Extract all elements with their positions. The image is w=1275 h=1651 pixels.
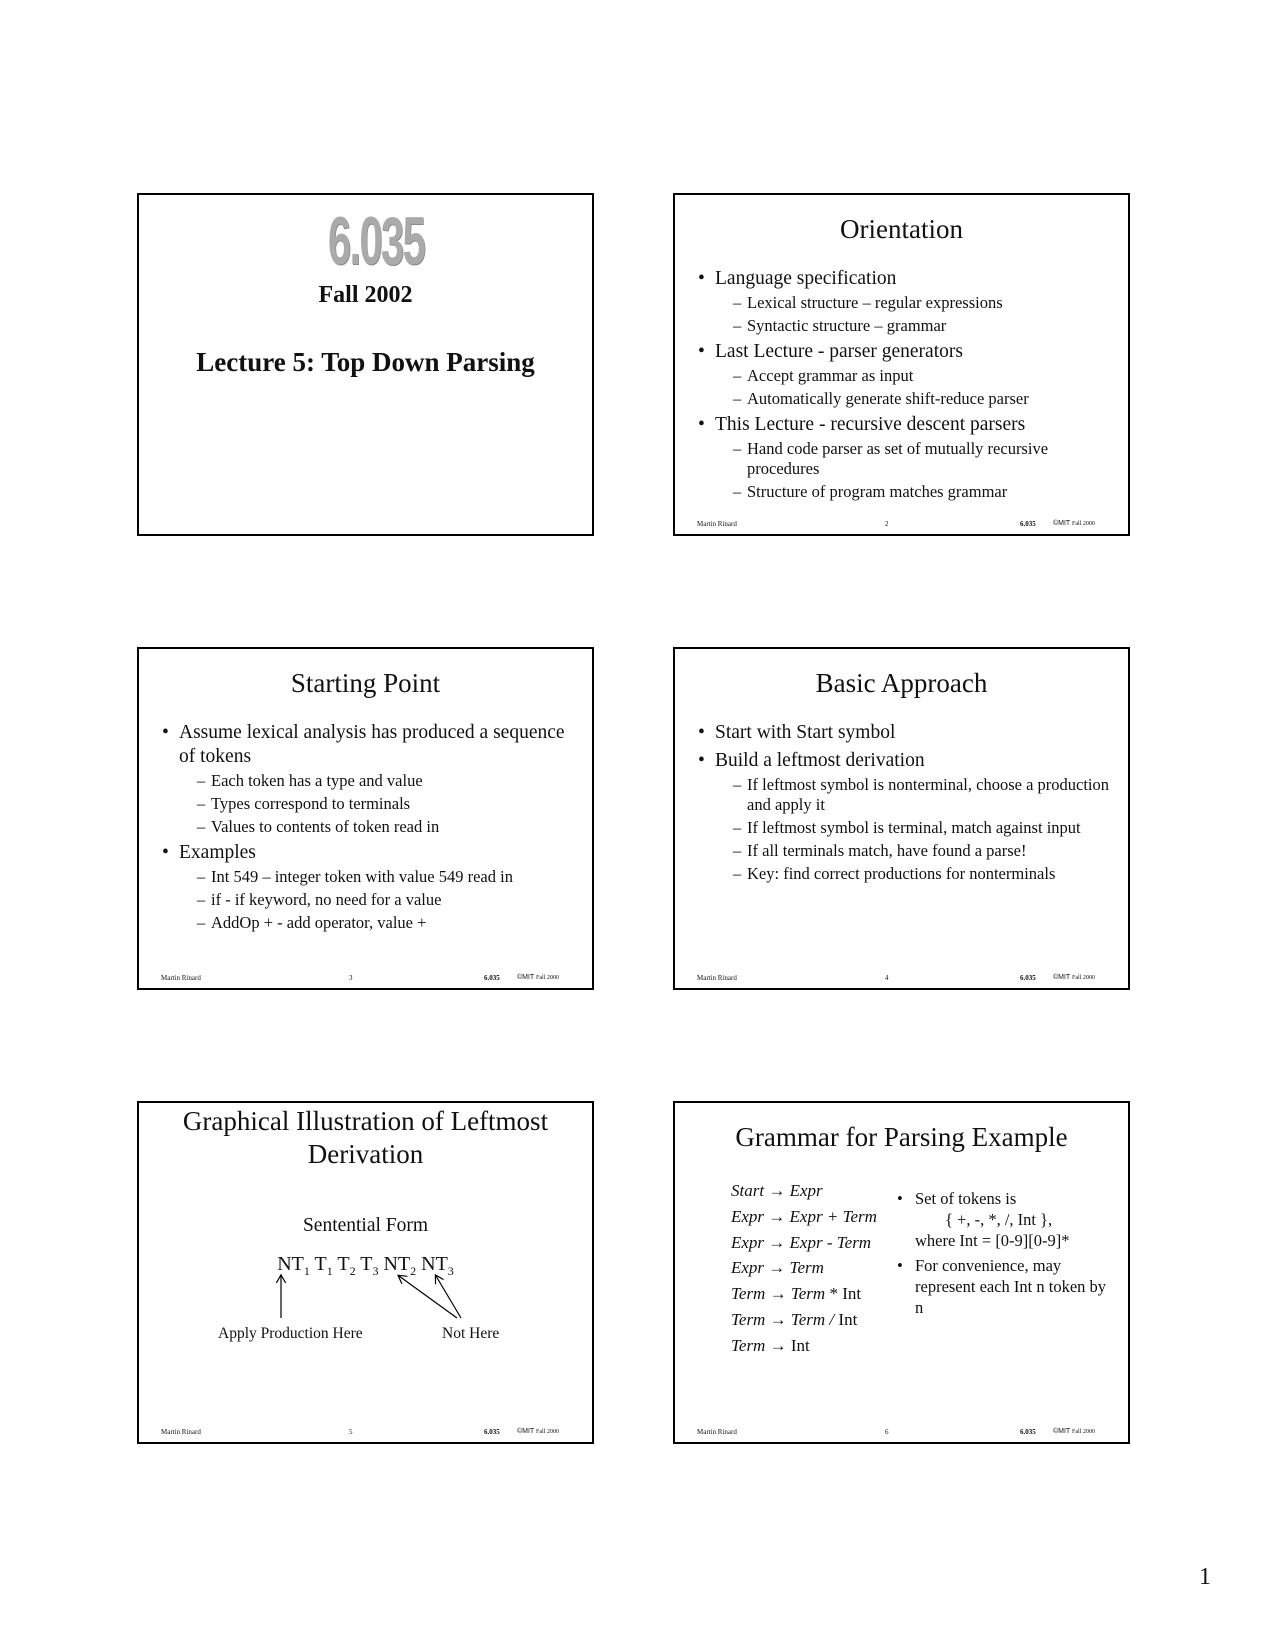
slide-title: Starting Point	[290, 668, 441, 698]
sub-bullet: – Int 549 – integer token with value 549 read in	[179, 867, 578, 887]
sub-list	[715, 293, 1114, 336]
token: $T_2$	[337, 1253, 356, 1278]
slide-number: 2	[885, 520, 889, 528]
footer-course: 6.035	[484, 974, 500, 982]
footer-course: 6.035	[1020, 974, 1036, 982]
sub-list	[179, 771, 578, 837]
page-number: 1	[1199, 1564, 1211, 1590]
sub-bullet: – If leftmost symbol is nonterminal, choose a production and apply it	[715, 775, 1114, 815]
production: Term → Term * Int	[731, 1284, 862, 1304]
slide-footer	[675, 972, 1128, 984]
sub-bullet: – If all terminals match, have found a parse!	[715, 841, 1114, 861]
footer-copyright: ©MIT Fall 2000	[517, 974, 559, 981]
footer-copyright: ©MIT Fall 2000	[1053, 1428, 1095, 1435]
bullet-list	[161, 721, 578, 937]
slide-footer	[139, 1426, 592, 1438]
footer-author: Martin Rinard	[161, 974, 201, 982]
bullet: • Assume lexical analysis has produced a sequence of tokens – Each token has a type and value – Types correspond to terminals – Values to contents of token read in	[161, 721, 578, 837]
token: $T_1$	[314, 1253, 333, 1278]
slide-1	[137, 193, 594, 536]
slide-footer	[675, 518, 1128, 530]
footer-copyright: ©MIT Fall 2000	[1053, 974, 1095, 981]
bullet: • Set of tokens is { +, -, *, /, Int }, where Int = [0-9][0-9]*	[897, 1188, 1107, 1251]
slide-5	[137, 1101, 594, 1444]
slide-title: Basic Approach	[815, 668, 988, 698]
slide-footer	[675, 1426, 1128, 1438]
production: Expr → Term	[731, 1258, 824, 1278]
sentential-form-label: Sentential Form	[302, 1215, 429, 1236]
lecture-title: Lecture 5: Top Down Parsing	[196, 347, 535, 377]
sub-bullet: – Key: find correct productions for nonterminals	[715, 864, 1114, 884]
token: $NT_3$	[421, 1253, 454, 1278]
production: Term → Term / Int	[731, 1309, 858, 1329]
slide-footer	[139, 972, 592, 984]
sub-list	[715, 366, 1114, 409]
footer-author: Martin Rinard	[697, 974, 737, 982]
footer-author: Martin Rinard	[697, 520, 737, 528]
bullet: • For convenience, may represent each Int n token by n	[897, 1255, 1107, 1318]
sub-list	[715, 439, 1114, 502]
not-here-label: Not Here	[442, 1325, 500, 1342]
derivation-arrows	[139, 1103, 596, 1446]
course-logo: 6.035	[327, 203, 425, 279]
production: Expr → Expr + Term	[731, 1206, 877, 1226]
slide-number: 4	[885, 974, 889, 982]
sub-bullet: – Structure of program matches grammar	[715, 482, 1114, 502]
sub-list	[715, 775, 1114, 884]
slide-number: 6	[885, 1428, 889, 1436]
production: Term → Int	[731, 1335, 810, 1355]
sub-bullet: – Accept grammar as input	[715, 366, 1114, 386]
slide-title: Grammar for Parsing Example	[735, 1122, 1068, 1152]
slide-title: Orientation	[840, 214, 963, 244]
sub-bullet: – Hand code parser as set of mutually recursive procedures	[715, 439, 1114, 479]
footer-course: 6.035	[1020, 1428, 1036, 1436]
bullet: • Language specification – Lexical structure – regular expressions – Syntactic structure – grammar	[697, 267, 1114, 336]
sub-bullet: – AddOp + - add operator, value +	[179, 913, 578, 933]
term-label: Fall 2002	[318, 282, 413, 308]
bullet: • Examples – Int 549 – integer token with value 549 read in – if - if keyword, no need for a value – AddOp + - add operator, value +	[161, 841, 578, 933]
sub-bullet: – Syntactic structure – grammar	[715, 316, 1114, 336]
bullet-list	[697, 721, 1114, 888]
bullet-list	[697, 267, 1114, 506]
slide-number: 3	[349, 974, 353, 982]
bullet: • Last Lecture - parser generators – Accept grammar as input – Automatically generate shift-reduce parser	[697, 340, 1114, 409]
footer-author: Martin Rinard	[161, 1428, 201, 1436]
sub-bullet: – Values to contents of token read in	[179, 817, 578, 837]
sub-bullet: – Lexical structure – regular expressions	[715, 293, 1114, 313]
bullet-list	[897, 1188, 1107, 1322]
token: $T_3$	[360, 1253, 379, 1278]
bullet: • Start with Start symbol	[697, 721, 1114, 745]
production: Expr → Expr - Term	[731, 1232, 872, 1252]
slide-3	[137, 647, 594, 990]
apply-production-label: Apply Production Here	[218, 1325, 363, 1342]
slide-title: Graphical Illustration of Leftmost Derivation	[182, 1106, 549, 1169]
grammar-productions	[731, 1178, 877, 1359]
sub-bullet: – Types correspond to terminals	[179, 794, 578, 814]
production: Start → Expr	[731, 1181, 823, 1200]
footer-author: Martin Rinard	[697, 1428, 737, 1436]
sub-bullet: – Each token has a type and value	[179, 771, 578, 791]
sub-bullet: – if - if keyword, no need for a value	[179, 890, 578, 910]
slide-6	[673, 1101, 1130, 1444]
footer-course: 6.035	[484, 1428, 500, 1436]
token: $NT_1$	[277, 1253, 310, 1278]
slide-number: 5	[349, 1428, 353, 1436]
slide-4	[673, 647, 1130, 990]
sub-bullet: – If leftmost symbol is terminal, match against input	[715, 818, 1114, 838]
bullet: • Build a leftmost derivation – If leftmost symbol is nonterminal, choose a production and apply it – If leftmost symbol is terminal, match against input – If all terminals match, have found a parse! – Key: find correct productions for nonterminals	[697, 749, 1114, 884]
footer-copyright: ©MIT Fall 2000	[1053, 520, 1095, 527]
slide-2	[673, 193, 1130, 536]
footer-course: 6.035	[1020, 520, 1036, 528]
sub-list	[179, 867, 578, 933]
bullet: • This Lecture - recursive descent parsers – Hand code parser as set of mutually recursive procedures – Structure of program matches grammar	[697, 413, 1114, 502]
footer-copyright: ©MIT Fall 2000	[517, 1428, 559, 1435]
sub-bullet: – Automatically generate shift-reduce parser	[715, 389, 1114, 409]
token: $NT_2$	[383, 1253, 417, 1278]
